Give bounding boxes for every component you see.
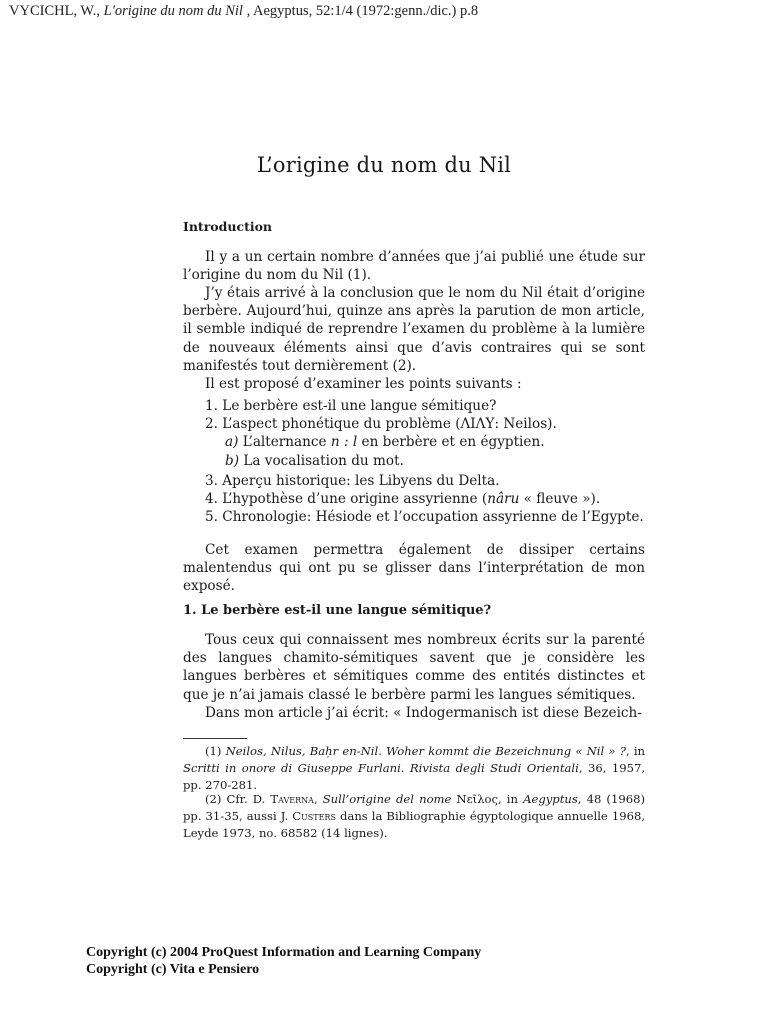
intro-paragraph-1: Il y a un certain nombre d’années que j’ai publié une étude sur l’origine du nom du Nil (1). <box>183 249 645 284</box>
intro-paragraph-4: Cet examen permettra également de dissiper certains malentendus qui ont pu se glisser dans l’interprétation de mon exposé. <box>183 542 645 595</box>
copyright-line-1: Copyright (c) 2004 ProQuest Information and Learning Company <box>86 945 482 960</box>
list-item: 3. Aperçu historique: les Libyens du Delta. <box>205 472 500 489</box>
citation-source: , Aegyptus, 52:1/4 (1972:genn./dic.) p.8 <box>242 3 479 19</box>
list-item: 5. Chronologie: Hésiode et l’occupation assyrienne de l’Egypte. <box>205 509 644 526</box>
list-item: 2. L’aspect phonétique du problème (ΛΙΛΥ: Neilos). <box>205 416 557 433</box>
copyright-line-2: Copyright (c) Vita e Pensiero <box>86 962 260 977</box>
citation-header <box>9 3 478 20</box>
topic-list <box>183 397 645 526</box>
copyright-footer <box>86 944 481 978</box>
intro-paragraph-3: Il est proposé d’examiner les points suivants : <box>205 376 522 392</box>
citation-author: VYCICHL, W., <box>9 3 104 19</box>
section-1-paragraph-1: Tous ceux qui connaissent mes nombreux écrits sur la parenté des langues chamito-sémitiques savent que je considère les langues berbères et sémitiques comme des entités distinctes et que je n’ai jamais classé le berbère parmi les langues sémitiques. <box>183 632 645 703</box>
list-item: a) L’alternance n : l en berbère et en égyptien. <box>225 434 545 451</box>
footnote-1: (1) Neilos, Nilus, Baḥr en-Nil. Woher kommt die Bezeichnung « Nil » ?, in Scritti in onore di Giuseppe Furlani. Rivista degli Studi Orientali, 36, 1957, pp. 270-281. <box>183 744 646 792</box>
list-item: 4. L’hypothèse d’une origine assyrienne (nâru « fleuve »). <box>205 491 601 508</box>
intro-paragraph-2: J’y étais arrivé à la conclusion que le nom du Nil était d’origine berbère. Aujourd’hui, quinze ans après la parution de mon article, il semble indiqué de reprendre l’examen du problème à la lumière de nouveaux éléments ainsi que d’avis contraires qui se sont manifestés tout dernièrement (2). <box>183 285 645 374</box>
citation-article-title: L'origine du nom du Nil <box>103 3 243 19</box>
section-1-paragraph-2: Dans mon article j’ai écrit: « Indogermanisch ist diese Bezeich- <box>205 705 642 721</box>
sub-label: a) <box>225 434 239 451</box>
list-item: 1. Le berbère est-il une langue sémitique? <box>205 398 497 414</box>
footnote-2: (2) Cfr. D. Taverna, Sull’origine del nome Νεῖλος, in Aegyptus, 48 (1968) pp. 31-35, aussi J. Custers dans la Bibliographie égyptologique annuelle 1968, Leyde 1973, no. 68582 (14 lignes). <box>183 792 646 840</box>
section-1-heading: 1. Le berbère est-il une langue sémitique? <box>183 603 492 618</box>
footnote-divider <box>183 738 247 739</box>
sub-label: b) <box>225 452 240 469</box>
list-item: b) La vocalisation du mot. <box>225 452 404 469</box>
intro-heading: Introduction <box>183 219 273 234</box>
page-title: L’origine du nom du Nil <box>256 153 512 177</box>
